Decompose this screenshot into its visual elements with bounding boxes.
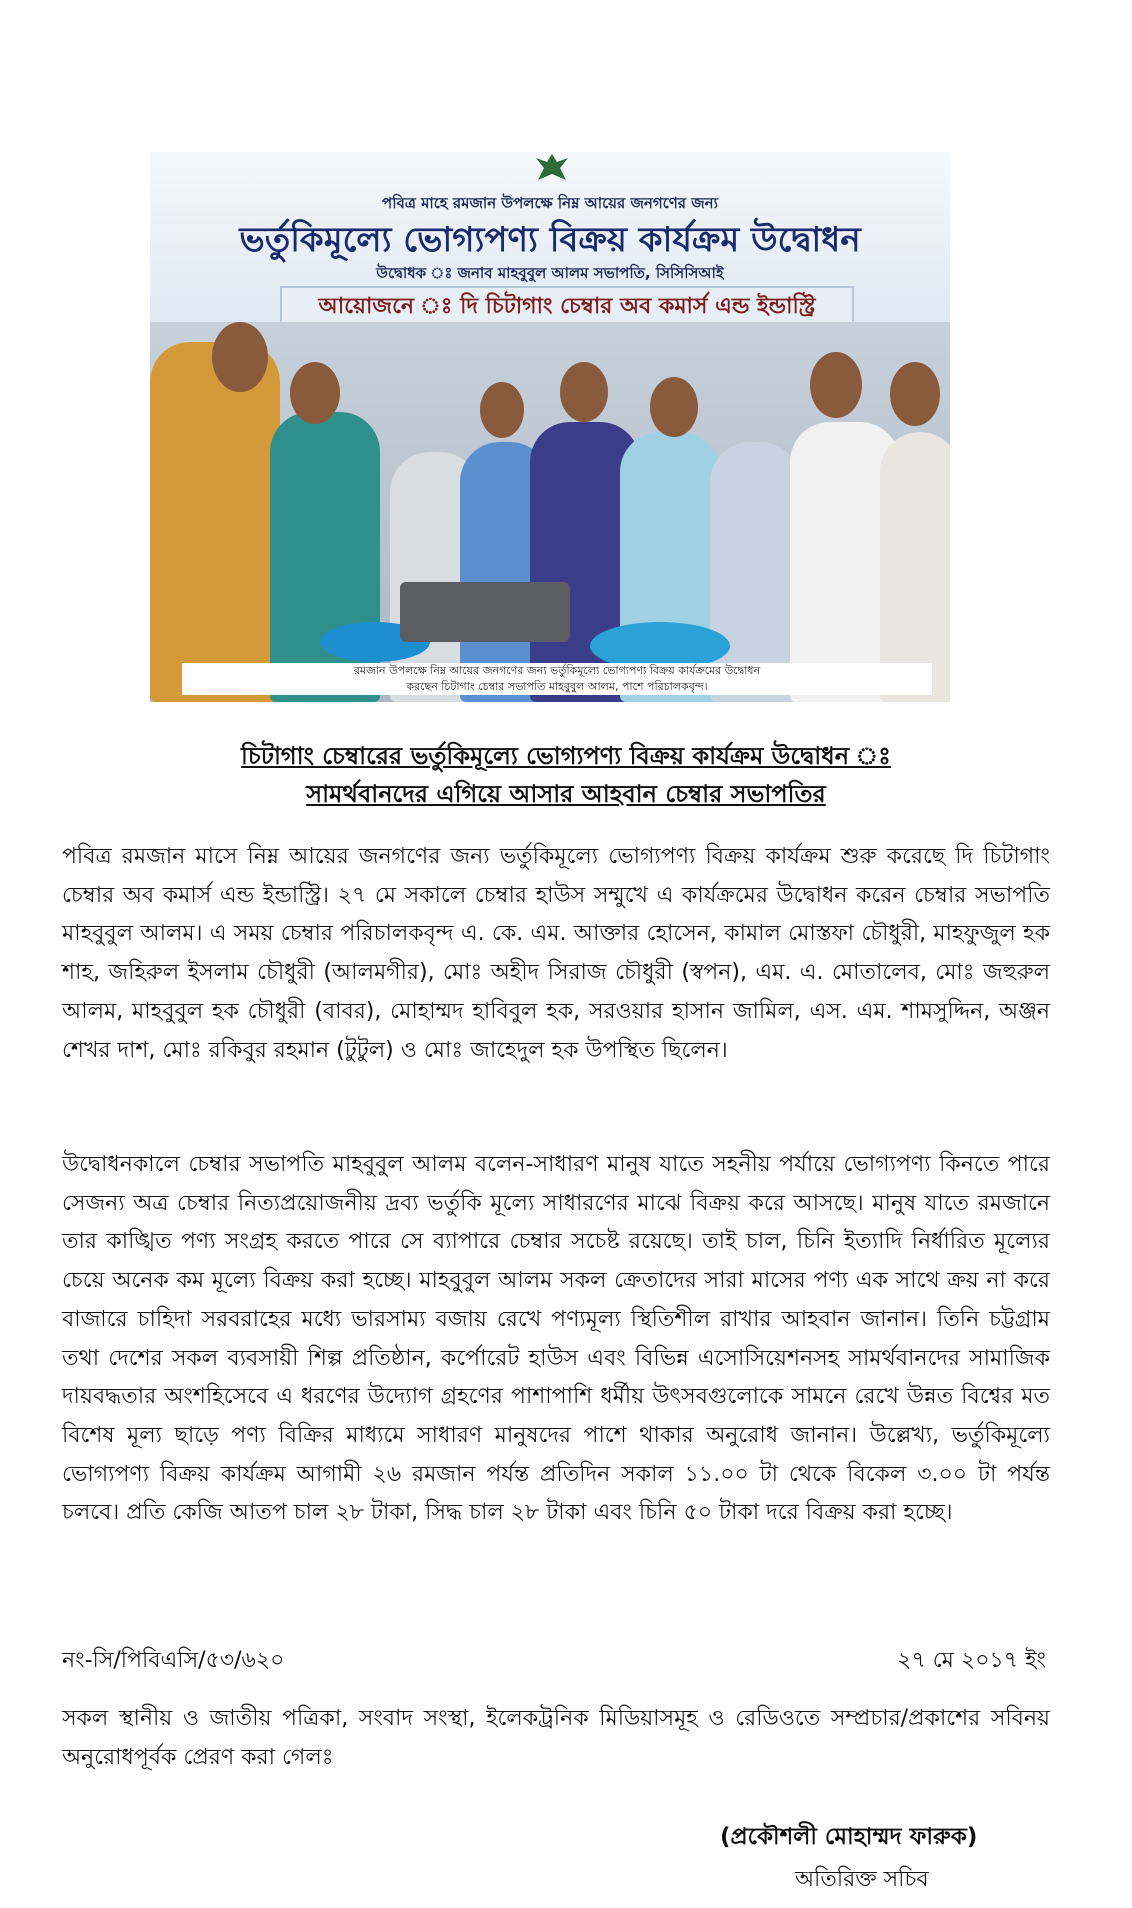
photo-caption — [182, 663, 932, 695]
banner-title: ভর্তুকিমূল্যে ভোগ্যপণ্য বিক্রয় কার্যক্রম উদ্বোধন — [239, 220, 861, 260]
person-head — [650, 377, 698, 437]
photo-scene — [150, 322, 950, 702]
person-figure — [150, 342, 280, 702]
caption-line: রমজান উপলক্ষে নিম্ন আয়ের জনগণের জন্য ভর্তুকিমূল্যে ভোগ্যপণ্য বিক্রয় কার্যক্রমের উদ্বোধন — [353, 664, 761, 677]
news-photo — [150, 152, 950, 702]
person-head — [810, 352, 862, 418]
banner-subtitle: পবিত্র মাহে রমজান উপলক্ষে নিম্ন আয়ের জনগণের জন্য — [382, 194, 718, 212]
person-head — [560, 362, 608, 422]
body-paragraph-2: উদ্বোধনকালে চেম্বার সভাপতি মাহবুবুল আলম বলেন-সাধারণ মানুষ যাতে সহনীয় পর্যায়ে ভোগ্যপণ্য কিনতে পারে সেজন্য অত্র চেম্বার নিত্যপ্রয়োজনীয় দ্রব্য ভর্তুকি মূল্যে সাধারণের মাঝে বিক্রয় করে আসছে। মানুষ যাতে রমজানে তার কাঙ্খিত পণ্য সংগ্রহ করতে পারে সে ব্যাপারে চেম্বার সচেষ্ট রয়েছে। তাই চাল, চিনি ইত্যাদি নির্ধারিত মূল্যের চেয়ে অনেক কম মূল্যে বিক্রয় করা হচ্ছে। মাহবুবুল আলম সকল ক্রেতাদের সারা মাসের পণ্য এক সাথে ক্রয় না করে বাজারে চাহিদা সরবরাহের মধ্যে ভারসাম্য বজায় রেখে পণ্যমূল্য স্থিতিশীল রাখার আহবান জানান। তিনি চট্টগ্রাম তথা দেশের সকল ব্যবসায়ী শিল্প প্রতিষ্ঠান, কর্পোরেট হাউস এবং বিভিন্ন এসোসিয়েশনসহ সামর্থবানদের সামাজিক দায়বদ্ধতার অংশহিসেবে এ ধরণের উদ্যোগ গ্রহণের পাশাপাশি ধর্মীয় উৎসবগুলোকে সামনে রেখে উন্নত বিশ্বের মত বিশেষ মূল্য ছাড়ে পণ্য বিক্রির মাধ্যমে সাধারণ মানুষদের পাশে থাকার অনুরোধ জানান। উল্লেখ্য, ভর্তুকিমূল্যে ভোগ্যপণ্য বিক্রয় কার্যক্রম আগামী ২৬ রমজান পর্যন্ত প্রতিদিন সকাল ১১.০০ টা থেকে বিকেল ৩.০০ টা পর্যন্ত চলবে। প্রতি কেজি আতপ চাল ২৮ টাকা, সিদ্ধ চাল ২৮ টাকা এবং চিনি ৫০ টাকা দরে বিক্রয় করা হচ্ছে। — [62, 1152, 1050, 1526]
photo-banner — [150, 152, 950, 322]
banner-inaugurator: উদ্বোধক ঃ জনাব মাহবুবুল আলম সভাপতি, সিসিসিআই — [376, 264, 724, 282]
person-head — [890, 362, 940, 426]
signatory-title: অতিরিক্ত সচিব — [795, 1867, 929, 1892]
chamber-emblem-icon — [530, 152, 574, 186]
banner-organizer: আয়োজনে ঃ দি চিটাগাং চেম্বার অব কমার্স এন্ড ইন্ডাস্ট্রি — [280, 286, 854, 329]
signatory-name: (প্রকৌশলী মোহাম্মদ ফারুক) — [720, 1824, 978, 1850]
headline-line-1: চিটাগাং চেম্বারের ভর্তুকিমূল্যে ভোগ্যপণ্য বিক্রয় কার্যক্রম উদ্বোধন ঃ — [241, 742, 891, 770]
body-paragraph-1: পবিত্র রমজান মাসে নিম্ন আয়ের জনগণের জন্য ভর্তুকিমূল্যে ভোগ্যপণ্য বিক্রয় কার্যক্রম শুরু করেছে দি চিটাগাং চেম্বার অব কমার্স এন্ড ইন্ডাস্ট্রি। ২৭ মে সকালে চেম্বার হাউস সম্মুখে এ কার্যক্রমের উদ্বোধন করেন চেম্বার সভাপতি মাহবুবুল আলম। এ সময় চেম্বার পরিচালকবৃন্দ এ. কে. এম. আক্তার হোসেন, কামাল মোস্তফা চৌধুরী, মাহফুজুল হক শাহ, জহিরুল ইসলাম চৌধুরী (আলমগীর), মোঃ অহীদ সিরাজ চৌধুরী (স্বপন), এম. এ. মোতালেব, মোঃ জহুরুল আলম, মাহবুবুল হক চৌধুরী (বাবর), মোহাম্মদ হাবিবুল হক, সরওয়ার হাসান জামিল, এস. এম. শামসুদ্দিন, অঞ্জন শেখর দাশ, মোঃ রকিবুর রহমান (টুটুল) ও মোঃ জাহেদুল হক উপস্থিত ছিলেন। — [62, 844, 1050, 1063]
person-head — [480, 382, 524, 438]
reference-number: নং-সি/পিবিএসি/৫৩/৬২০ — [62, 1648, 285, 1673]
headline-line-2: সামর্থবানদের এগিয়ে আসার আহবান চেম্বার সভাপতির — [306, 780, 826, 808]
person-head — [290, 362, 340, 424]
person-figure — [880, 432, 950, 702]
weighing-scale — [400, 582, 570, 642]
body-paragraph-3: সকল স্থানীয় ও জাতীয় পত্রিকা, সংবাদ সংস্থা, ইলেকট্রনিক মিডিয়াসমূহ ও রেডিওতে সম্প্রচার/প্রকাশের সবিনয় অনুরোধপূর্বক প্রেরণ করা গেলঃ — [62, 1706, 1050, 1770]
caption-line: করছেন চিটাগাং চেম্বার সভাপতি মাহবুবুল আলম, পাশে পরিচালকবৃন্দ। — [406, 680, 708, 693]
release-date: ২৭ মে ২০১৭ ইং — [897, 1648, 1046, 1673]
person-head — [212, 322, 268, 392]
